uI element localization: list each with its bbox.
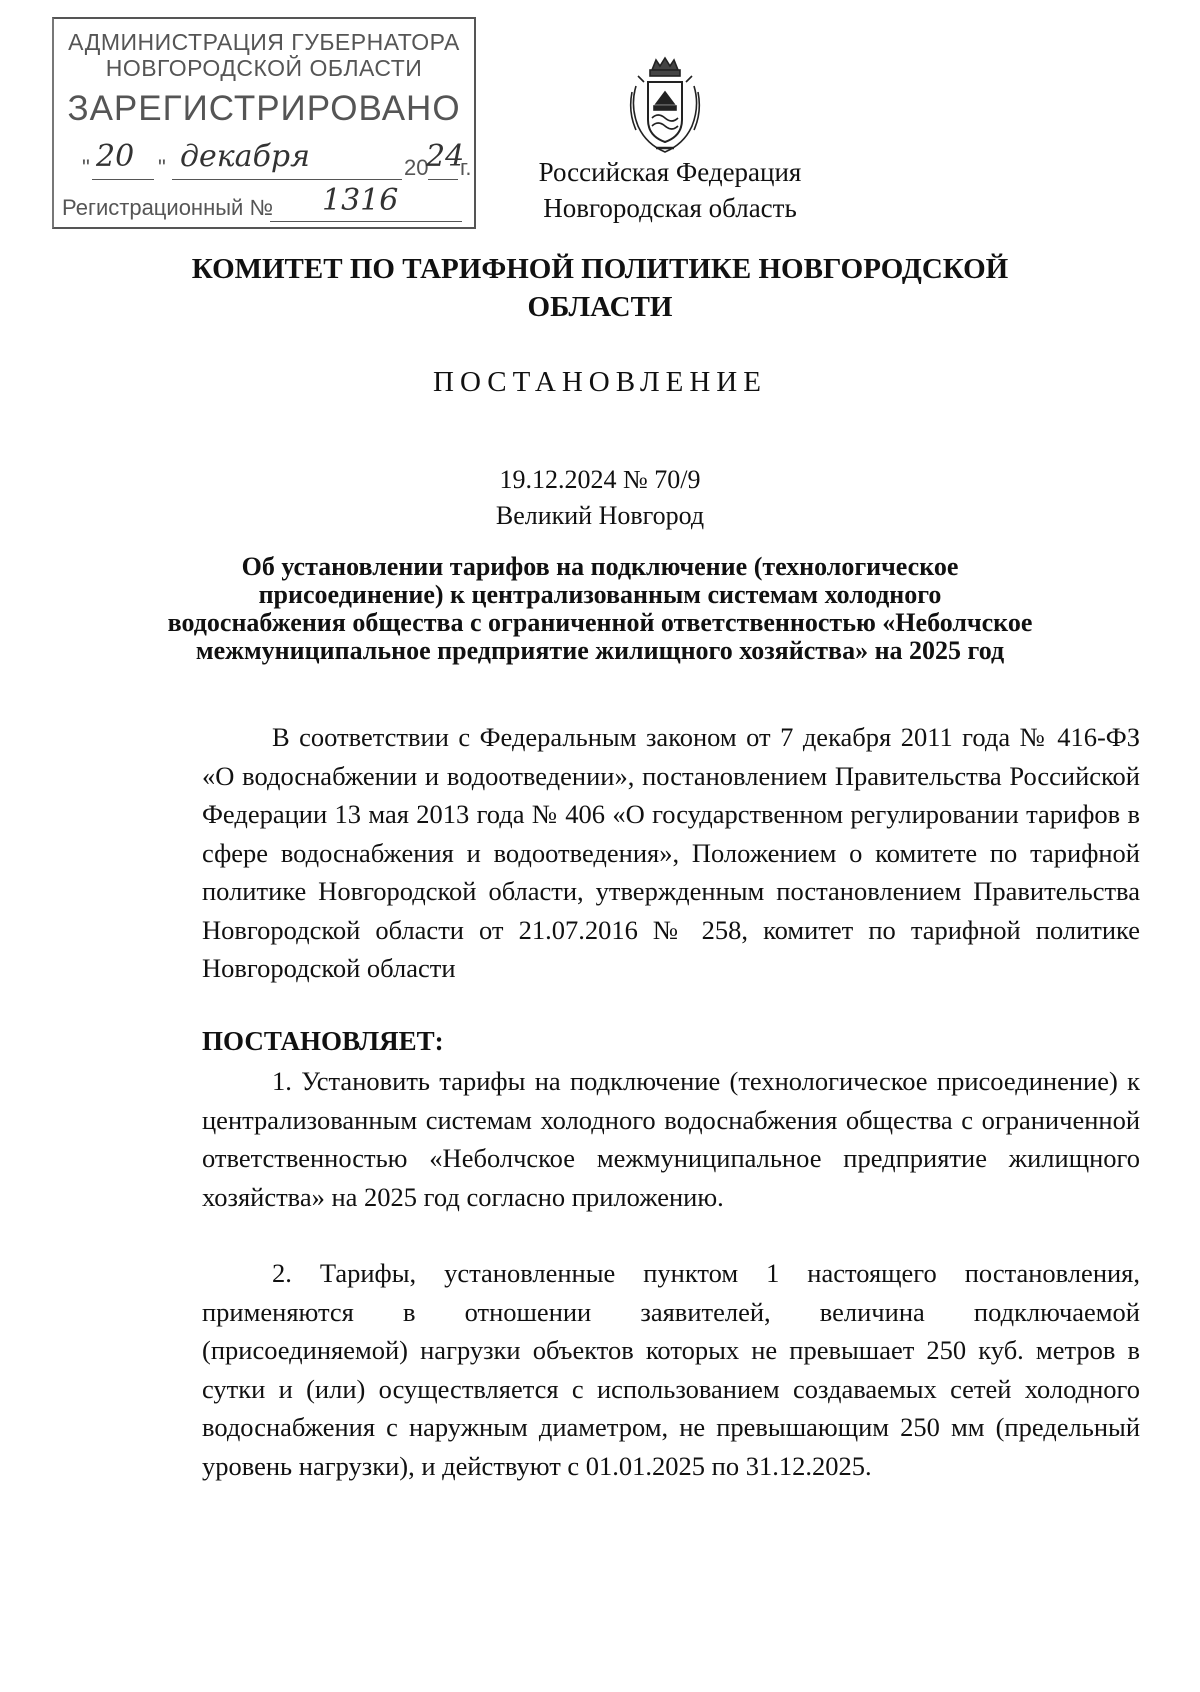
committee-title xyxy=(0,250,1200,326)
stamp-reg-number: 1316 xyxy=(322,183,399,218)
stamp-reg-label: Регистрационный № xyxy=(62,195,274,220)
city: Великий Новгород xyxy=(495,501,705,530)
item-1-text: 1. Установить тарифы на подключение (технологическое присоединение) к централизованным системам холодного водоснабжения общества с ограниченной ответственностью «Неболчское межмуниципальное предприятие жилищного хозяйства» на 2025 год согласно приложению. xyxy=(202,1066,1140,1212)
region-name: Новгородская область xyxy=(543,193,797,223)
preamble-text: В соответствии с Федеральным законом от 7 декабря 2011 года № 416-ФЗ «О водоснабжении и водоотведении», постановлением Правительства Российской Федерации 13 мая 2013 года № 406 «О государственном регулировании тарифов в сфере водоснабжения и водоотведения», Положением о комитете по тарифной политике Новгородской области, утвержденным постановлением Правительства Новгородской области от 21.07.2016 № 258, комитет по тарифной политике Новгородской области xyxy=(202,722,1140,983)
stamp-year-mark: г. xyxy=(460,155,472,180)
committee-title-line-2: ОБЛАСТИ xyxy=(527,291,673,323)
item-2-paragraph xyxy=(202,1254,1140,1485)
stamp-status: ЗАРЕГИСТРИРОВАНО xyxy=(67,89,461,128)
country-name: Российская Федерация xyxy=(538,157,802,187)
committee-title-line-1: КОМИТЕТ ПО ТАРИФНОЙ ПОЛИТИКЕ НОВГОРОДСКОЙ xyxy=(191,253,1009,285)
document-subject xyxy=(0,553,1200,665)
document-type: ПОСТАНОВЛЕНИЕ xyxy=(433,366,767,398)
subject-line-4: межмуниципальное предприятие жилищного хозяйства» на 2025 год xyxy=(195,636,1005,665)
resolves-heading: ПОСТАНОВЛЯЕТ: xyxy=(202,1026,444,1056)
stamp-line-1: АДМИНИСТРАЦИЯ ГУБЕРНАТОРА xyxy=(68,29,460,55)
stamp-day: 20 xyxy=(96,139,135,174)
document-meta xyxy=(0,462,1200,534)
subject-line-2: присоединение) к централизованным системам холодного xyxy=(258,580,942,609)
item-1-paragraph xyxy=(202,1062,1140,1216)
stamp-year-suffix: 24 xyxy=(426,139,465,174)
stamp-reg-row xyxy=(62,183,464,225)
subject-line-3: водоснабжения общества с ограниченной ответственностью «Неболчское xyxy=(167,608,1033,637)
stamp-line-2: НОВГОРОДСКОЙ ОБЛАСТИ xyxy=(105,55,423,81)
stamp-year-prefix: 20 xyxy=(404,155,429,180)
subject-line-1: Об установлении тарифов на подключение (технологическое xyxy=(241,552,959,581)
item-2-text: 2. Тарифы, установленные пунктом 1 настоящего постановления, применяются в отношении заявителей, величина подключаемой (присоединяемой) нагрузки объектов которых не превышает 250 куб. метров в сутки и (или) осуществляется с использованием создаваемых сетей холодного водоснабжения с наружным диаметром, не превышающим 250 мм (предельный уровень нагрузки), и действуют с 01.01.2025 по 31.12.2025. xyxy=(202,1258,1140,1481)
stamp-date-row: " 20 " декабря 20 24 г. xyxy=(82,139,472,180)
registration-stamp xyxy=(52,17,476,229)
date-number: 19.12.2024 № 70/9 xyxy=(499,465,701,494)
stamp-month: декабря xyxy=(180,139,310,174)
preamble-paragraph xyxy=(202,718,1140,988)
country-block xyxy=(480,154,860,226)
novgorod-coat-of-arms-icon xyxy=(626,56,704,156)
